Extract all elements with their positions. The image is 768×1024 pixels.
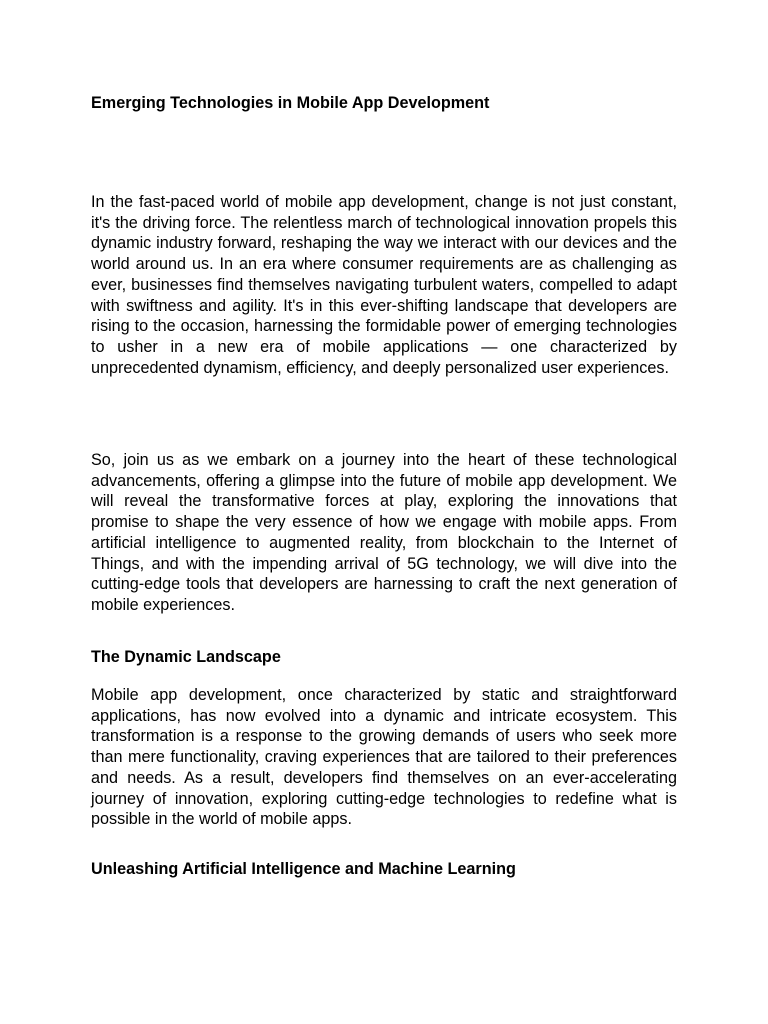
intro-paragraph: In the fast-paced world of mobile app development, change is not just constant, it's the driving force. The relentless march of technological innovation propels this dynamic industry forward, reshaping the way we interact with our devices and the world around us. In an era where consumer requirements are as challenging as ever, businesses find themselves navigating turbulent waters, compelled to adapt with swiftness and agility. It's in this ever-shifting landscape that developers are rising to the occasion, harnessing the formidable power of emerging technologies to usher in a new era of mobile applications — one characterized by unprecedented dynamism, efficiency, and deeply personalized user experiences. [91,193,677,377]
section-heading-ai-ml: Unleashing Artificial Intelligence and Machine Learning [91,860,516,878]
journey-paragraph: So, join us as we embark on a journey into the heart of these technological advancements, offering a glimpse into the future of mobile app development. We will reveal the transformative forces at play, exploring the innovations that promise to shape the very essence of how we engage with mobile apps. From artificial intelligence to augmented reality, from blockchain to the Internet of Things, and with the impending arrival of 5G technology, we will dive into the cutting-edge tools that developers are harnessing to craft the next generation of mobile experiences. [91,451,677,614]
document-title: Emerging Technologies in Mobile App Development [91,94,490,112]
dynamic-landscape-paragraph: Mobile app development, once characterized by static and straightforward applications, has now evolved into a dynamic and intricate ecosystem. This transformation is a response to the growing demands of users who seek more than mere functionality, craving experiences that are tailored to their preferences and needs. As a result, developers find themselves on an ever-accelerating journey of innovation, exploring cutting-edge technologies to redefine what is possible in the world of mobile apps. [91,686,677,829]
section-heading-dynamic-landscape: The Dynamic Landscape [91,648,281,666]
